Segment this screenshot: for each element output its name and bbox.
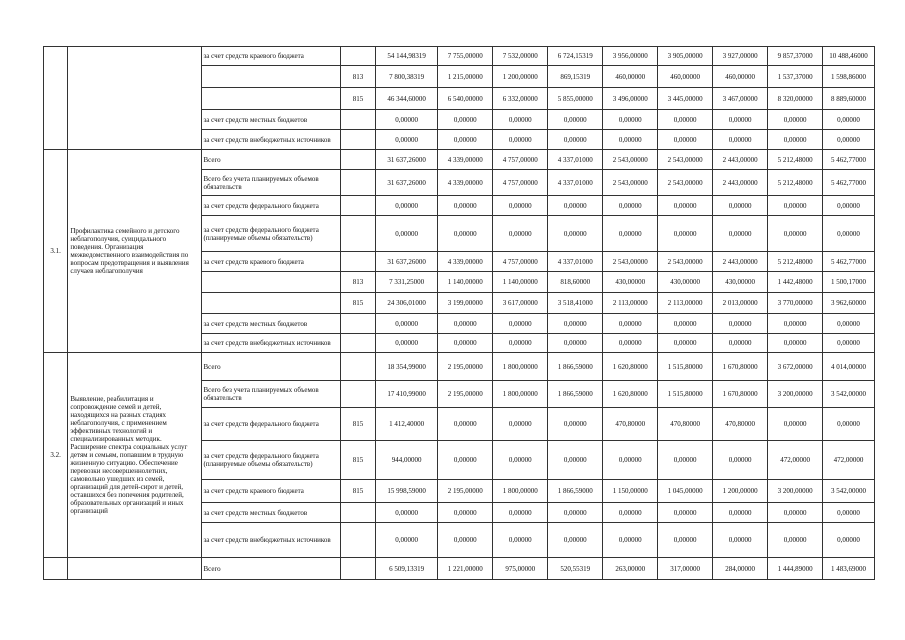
value-cell: 3 467,00000	[713, 88, 768, 110]
value-cell: 2 013,00000	[713, 293, 768, 314]
value-cell: 0,00000	[548, 196, 603, 216]
funding-source-cell: Всего без учета планируемых объемов обязательств	[201, 381, 341, 408]
value-cell: 0,00000	[548, 314, 603, 334]
value-cell: 0,00000	[823, 110, 875, 130]
funding-source-cell: Всего без учета планируемых объемов обязательств	[201, 170, 341, 196]
value-cell: 0,00000	[493, 408, 548, 441]
value-cell: 5 462,77000	[823, 150, 875, 170]
budget-code-cell: 815	[341, 88, 376, 110]
value-cell: 7 755,00000	[438, 47, 493, 66]
value-cell: 1 598,86000	[823, 66, 875, 88]
value-cell: 0,00000	[603, 216, 658, 252]
funding-source-cell: за счет средств краевого бюджета	[201, 480, 341, 503]
funding-source-cell: за счет средств краевого бюджета	[201, 252, 341, 272]
value-cell: 1 620,80000	[603, 353, 658, 381]
value-cell: 8 320,00000	[768, 88, 823, 110]
value-cell: 0,00000	[768, 110, 823, 130]
budget-code-cell	[341, 170, 376, 196]
value-cell: 0,00000	[658, 196, 713, 216]
value-cell: 0,00000	[603, 314, 658, 334]
value-cell: 0,00000	[438, 334, 493, 353]
funding-source-cell: за счет средств федерального бюджета (планируемые объемы обязательств)	[201, 216, 341, 252]
program-name-cell	[68, 558, 201, 580]
value-cell: 0,00000	[658, 130, 713, 150]
value-cell: 2 543,00000	[658, 150, 713, 170]
value-cell: 0,00000	[603, 503, 658, 523]
funding-source-cell: за счет средств внебюджетных источников	[201, 130, 341, 150]
value-cell: 869,15319	[548, 66, 603, 88]
value-cell: 0,00000	[768, 408, 823, 441]
value-cell: 3 962,60000	[823, 293, 875, 314]
value-cell: 0,00000	[438, 110, 493, 130]
value-cell: 0,00000	[375, 216, 437, 252]
value-cell: 0,00000	[768, 523, 823, 558]
value-cell: 430,00000	[713, 272, 768, 293]
budget-code-cell	[341, 216, 376, 252]
budget-code-cell: 815	[341, 293, 376, 314]
budget-document	[43, 46, 875, 580]
value-cell: 1 515,80000	[658, 381, 713, 408]
value-cell: 6 509,13319	[375, 558, 437, 580]
value-cell: 3 542,00000	[823, 480, 875, 503]
value-cell: 3 770,00000	[768, 293, 823, 314]
value-cell: 0,00000	[713, 314, 768, 334]
value-cell: 3 518,41000	[548, 293, 603, 314]
value-cell: 0,00000	[375, 523, 437, 558]
value-cell: 0,00000	[823, 216, 875, 252]
value-cell: 2 195,00000	[438, 381, 493, 408]
value-cell: 0,00000	[823, 408, 875, 441]
value-cell: 7 331,25000	[375, 272, 437, 293]
value-cell: 31 637,26000	[375, 252, 437, 272]
value-cell: 6 332,00000	[493, 88, 548, 110]
value-cell: 0,00000	[823, 196, 875, 216]
budget-code-cell	[341, 503, 376, 523]
budget-code-cell	[341, 381, 376, 408]
value-cell: 0,00000	[548, 334, 603, 353]
value-cell: 0,00000	[375, 334, 437, 353]
value-cell: 2 543,00000	[658, 170, 713, 196]
value-cell: 1 140,00000	[438, 272, 493, 293]
value-cell: 10 488,46000	[823, 47, 875, 66]
value-cell: 3 496,00000	[603, 88, 658, 110]
funding-source-cell: за счет средств федерального бюджета (планируемые объемы обязательств)	[201, 441, 341, 480]
value-cell: 54 144,98319	[375, 47, 437, 66]
budget-table	[43, 46, 875, 580]
value-cell: 0,00000	[375, 503, 437, 523]
value-cell: 2 113,00000	[658, 293, 713, 314]
value-cell: 0,00000	[658, 503, 713, 523]
value-cell: 0,00000	[548, 441, 603, 480]
row-index-cell	[44, 558, 68, 580]
value-cell: 0,00000	[493, 503, 548, 523]
value-cell: 0,00000	[658, 110, 713, 130]
value-cell: 0,00000	[438, 130, 493, 150]
value-cell: 944,00000	[375, 441, 437, 480]
value-cell: 0,00000	[823, 334, 875, 353]
value-cell: 1 537,37000	[768, 66, 823, 88]
funding-source-cell: за счет средств внебюджетных источников	[201, 523, 341, 558]
value-cell: 470,80000	[658, 408, 713, 441]
value-cell: 0,00000	[768, 503, 823, 523]
value-cell: 1 515,80000	[658, 353, 713, 381]
value-cell: 0,00000	[603, 196, 658, 216]
value-cell: 0,00000	[493, 196, 548, 216]
value-cell: 31 637,26000	[375, 170, 437, 196]
value-cell: 5 212,48000	[768, 252, 823, 272]
value-cell: 0,00000	[768, 216, 823, 252]
funding-source-cell	[201, 272, 341, 293]
value-cell: 0,00000	[375, 130, 437, 150]
value-cell: 0,00000	[493, 130, 548, 150]
value-cell: 4 337,01000	[548, 150, 603, 170]
value-cell: 17 410,99000	[375, 381, 437, 408]
value-cell: 1 200,00000	[713, 480, 768, 503]
value-cell: 4 339,00000	[438, 150, 493, 170]
value-cell: 0,00000	[713, 196, 768, 216]
value-cell: 263,00000	[603, 558, 658, 580]
value-cell: 0,00000	[548, 216, 603, 252]
budget-code-cell	[341, 150, 376, 170]
value-cell: 1 800,00000	[493, 381, 548, 408]
value-cell: 5 212,48000	[768, 150, 823, 170]
value-cell: 4 757,00000	[493, 252, 548, 272]
value-cell: 0,00000	[658, 441, 713, 480]
value-cell: 1 483,69000	[823, 558, 875, 580]
value-cell: 0,00000	[493, 523, 548, 558]
value-cell: 5 462,77000	[823, 170, 875, 196]
value-cell: 1 215,00000	[438, 66, 493, 88]
value-cell: 3 199,00000	[438, 293, 493, 314]
funding-source-cell: Всего	[201, 558, 341, 580]
funding-source-cell: за счет средств местных бюджетов	[201, 503, 341, 523]
value-cell: 2 195,00000	[438, 480, 493, 503]
value-cell: 5 462,77000	[823, 252, 875, 272]
value-cell: 1 221,00000	[438, 558, 493, 580]
funding-source-cell: за счет средств федерального бюджета	[201, 196, 341, 216]
value-cell: 0,00000	[438, 503, 493, 523]
value-cell: 0,00000	[375, 314, 437, 334]
value-cell: 46 344,60000	[375, 88, 437, 110]
funding-source-cell: Всего	[201, 150, 341, 170]
value-cell: 9 857,37000	[768, 47, 823, 66]
funding-source-cell	[201, 293, 341, 314]
value-cell: 818,60000	[548, 272, 603, 293]
value-cell: 2 543,00000	[658, 252, 713, 272]
value-cell: 18 354,99000	[375, 353, 437, 381]
budget-code-cell	[341, 558, 376, 580]
value-cell: 0,00000	[548, 523, 603, 558]
value-cell: 0,00000	[493, 334, 548, 353]
table-body	[44, 47, 875, 580]
funding-source-cell	[201, 66, 341, 88]
value-cell: 4 757,00000	[493, 170, 548, 196]
value-cell: 2 543,00000	[603, 170, 658, 196]
value-cell: 430,00000	[658, 272, 713, 293]
value-cell: 0,00000	[823, 523, 875, 558]
value-cell: 4 339,00000	[438, 170, 493, 196]
value-cell: 6 724,15319	[548, 47, 603, 66]
table-row	[44, 47, 875, 66]
budget-code-cell: 815	[341, 408, 376, 441]
value-cell: 3 200,00000	[768, 480, 823, 503]
value-cell: 4 014,00000	[823, 353, 875, 381]
value-cell: 0,00000	[603, 110, 658, 130]
value-cell: 2 543,00000	[603, 252, 658, 272]
value-cell: 0,00000	[768, 130, 823, 150]
table-row	[44, 558, 875, 580]
program-name-cell: Выявление, реабилитация и сопровождение семей и детей, находящихся на разных стадиях неблагополучия, с применением эффективных технологий и специализированных методик. Расширение спектра социальных услуг детям и семьям, попавшим в трудную жизненную ситуацию. Обеспечение перевозки несовершеннолетних, самовольно ушедших из семей, организаций для детей-сирот и детей, оставшихся без попечения родителей, образовательных организаций и иных организаций	[68, 353, 201, 558]
value-cell: 0,00000	[658, 314, 713, 334]
value-cell: 0,00000	[438, 196, 493, 216]
value-cell: 5 855,00000	[548, 88, 603, 110]
value-cell: 460,00000	[713, 66, 768, 88]
value-cell: 0,00000	[713, 503, 768, 523]
value-cell: 470,80000	[603, 408, 658, 441]
value-cell: 8 889,60000	[823, 88, 875, 110]
value-cell: 1 200,00000	[493, 66, 548, 88]
value-cell: 0,00000	[823, 130, 875, 150]
value-cell: 0,00000	[713, 334, 768, 353]
value-cell: 0,00000	[375, 110, 437, 130]
value-cell: 0,00000	[603, 523, 658, 558]
value-cell: 0,00000	[438, 523, 493, 558]
value-cell: 520,55319	[548, 558, 603, 580]
value-cell: 1 140,00000	[493, 272, 548, 293]
budget-code-cell	[341, 110, 376, 130]
value-cell: 0,00000	[713, 441, 768, 480]
budget-code-cell	[341, 353, 376, 381]
value-cell: 460,00000	[603, 66, 658, 88]
funding-source-cell: Всего	[201, 353, 341, 381]
program-name-cell	[68, 47, 201, 150]
value-cell: 3 617,00000	[493, 293, 548, 314]
value-cell: 4 337,01000	[548, 170, 603, 196]
program-name-cell: Профилактика семейного и детского неблагополучия, суицидального поведения. Организация межведомственного взаимодействия по вопросам предотвращения и выявления случаев неблагополучия	[68, 150, 201, 353]
budget-code-cell: 815	[341, 441, 376, 480]
budget-code-cell	[341, 130, 376, 150]
value-cell: 1 800,00000	[493, 353, 548, 381]
value-cell: 0,00000	[493, 441, 548, 480]
value-cell: 317,00000	[658, 558, 713, 580]
value-cell: 0,00000	[713, 216, 768, 252]
table-row	[44, 150, 875, 170]
value-cell: 3 956,00000	[603, 47, 658, 66]
value-cell: 3 445,00000	[658, 88, 713, 110]
value-cell: 3 905,00000	[658, 47, 713, 66]
budget-code-cell	[341, 47, 376, 66]
value-cell: 0,00000	[548, 130, 603, 150]
value-cell: 1 800,00000	[493, 480, 548, 503]
value-cell: 472,00000	[768, 441, 823, 480]
budget-code-cell	[341, 334, 376, 353]
value-cell: 31 637,26000	[375, 150, 437, 170]
budget-code-cell	[341, 523, 376, 558]
value-cell: 0,00000	[548, 503, 603, 523]
budget-code-cell: 813	[341, 272, 376, 293]
value-cell: 4 337,01000	[548, 252, 603, 272]
value-cell: 0,00000	[658, 523, 713, 558]
value-cell: 0,00000	[438, 314, 493, 334]
value-cell: 1 150,00000	[603, 480, 658, 503]
table-row	[44, 353, 875, 381]
value-cell: 1 500,17000	[823, 272, 875, 293]
value-cell: 2 113,00000	[603, 293, 658, 314]
value-cell: 0,00000	[713, 130, 768, 150]
value-cell: 1 866,59000	[548, 381, 603, 408]
value-cell: 470,80000	[713, 408, 768, 441]
value-cell: 0,00000	[438, 441, 493, 480]
value-cell: 0,00000	[493, 216, 548, 252]
value-cell: 0,00000	[548, 110, 603, 130]
value-cell: 1 670,80000	[713, 381, 768, 408]
value-cell: 2 443,00000	[713, 252, 768, 272]
value-cell: 6 540,00000	[438, 88, 493, 110]
value-cell: 0,00000	[603, 130, 658, 150]
value-cell: 2 543,00000	[603, 150, 658, 170]
value-cell: 3 672,00000	[768, 353, 823, 381]
budget-code-cell: 815	[341, 480, 376, 503]
value-cell: 430,00000	[603, 272, 658, 293]
value-cell: 3 542,00000	[823, 381, 875, 408]
budget-code-cell	[341, 196, 376, 216]
row-index-cell: 3.2.	[44, 353, 68, 558]
value-cell: 5 212,48000	[768, 170, 823, 196]
funding-source-cell	[201, 88, 341, 110]
value-cell: 1 412,40000	[375, 408, 437, 441]
value-cell: 0,00000	[768, 334, 823, 353]
value-cell: 0,00000	[768, 196, 823, 216]
value-cell: 0,00000	[658, 216, 713, 252]
value-cell: 15 998,59000	[375, 480, 437, 503]
value-cell: 24 306,01000	[375, 293, 437, 314]
value-cell: 460,00000	[658, 66, 713, 88]
value-cell: 1 866,59000	[548, 353, 603, 381]
value-cell: 284,00000	[713, 558, 768, 580]
value-cell: 0,00000	[823, 314, 875, 334]
row-index-cell: 3.1.	[44, 150, 68, 353]
value-cell: 0,00000	[493, 314, 548, 334]
value-cell: 1 866,59000	[548, 480, 603, 503]
value-cell: 0,00000	[713, 110, 768, 130]
value-cell: 7 800,38319	[375, 66, 437, 88]
value-cell: 7 532,00000	[493, 47, 548, 66]
value-cell: 2 443,00000	[713, 150, 768, 170]
budget-code-cell	[341, 314, 376, 334]
value-cell: 4 757,00000	[493, 150, 548, 170]
value-cell: 2 443,00000	[713, 170, 768, 196]
value-cell: 0,00000	[548, 408, 603, 441]
value-cell: 1 442,48000	[768, 272, 823, 293]
funding-source-cell: за счет средств внебюджетных источников	[201, 334, 341, 353]
funding-source-cell: за счет средств краевого бюджета	[201, 47, 341, 66]
value-cell: 1 670,80000	[713, 353, 768, 381]
funding-source-cell: за счет средств местных бюджетов	[201, 314, 341, 334]
value-cell: 1 045,00000	[658, 480, 713, 503]
value-cell: 472,00000	[823, 441, 875, 480]
value-cell: 0,00000	[438, 408, 493, 441]
value-cell: 0,00000	[493, 110, 548, 130]
value-cell: 4 339,00000	[438, 252, 493, 272]
value-cell: 3 200,00000	[768, 381, 823, 408]
funding-source-cell: за счет средств федерального бюджета	[201, 408, 341, 441]
funding-source-cell: за счет средств местных бюджетов	[201, 110, 341, 130]
value-cell: 0,00000	[768, 314, 823, 334]
value-cell: 0,00000	[713, 523, 768, 558]
value-cell: 0,00000	[658, 334, 713, 353]
value-cell: 0,00000	[375, 196, 437, 216]
value-cell: 975,00000	[493, 558, 548, 580]
value-cell: 1 444,89000	[768, 558, 823, 580]
value-cell: 3 927,00000	[713, 47, 768, 66]
budget-code-cell: 813	[341, 66, 376, 88]
row-index-cell	[44, 47, 68, 150]
value-cell: 0,00000	[603, 441, 658, 480]
budget-code-cell	[341, 252, 376, 272]
value-cell: 0,00000	[438, 216, 493, 252]
value-cell: 1 620,80000	[603, 381, 658, 408]
value-cell: 0,00000	[603, 334, 658, 353]
value-cell: 2 195,00000	[438, 353, 493, 381]
value-cell: 0,00000	[823, 503, 875, 523]
